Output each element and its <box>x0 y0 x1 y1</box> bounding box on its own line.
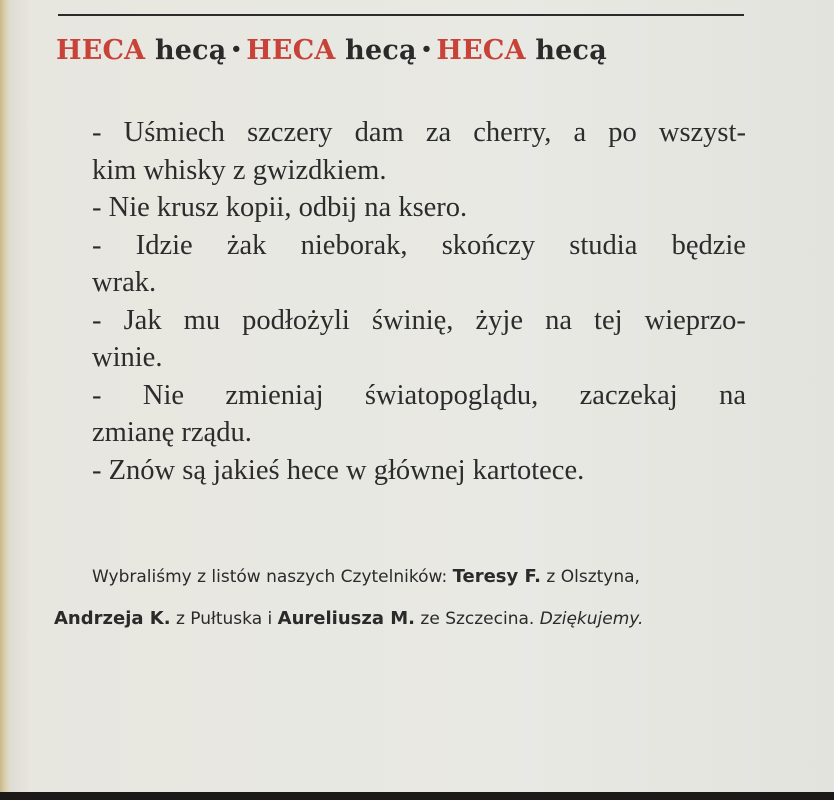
joke-line: wrak. <box>92 267 157 298</box>
thanks-text: Dziękujemy. <box>539 609 644 629</box>
header-small: hecą <box>154 35 227 66</box>
joke-word: Uśmiech <box>123 117 225 148</box>
joke-word: wieprzo- <box>644 304 746 336</box>
header-caps: HECA <box>56 35 146 66</box>
joke-word: szczery <box>247 117 333 148</box>
joke-word: Jak <box>123 304 162 336</box>
credits-intro: Wybraliśmy z listów naszych Czytelników: <box>92 567 448 587</box>
joke-word: za <box>425 117 452 148</box>
joke-line: kim whisky z gwizdkiem. <box>92 154 387 186</box>
joke-word: będzie <box>671 229 746 261</box>
reader-city: z Olsztyna, <box>546 567 640 587</box>
joke-word: wszyst- <box>658 117 746 148</box>
reader-name: Aureliusza M. <box>277 608 415 629</box>
reader-city: ze Szczecina. <box>420 609 535 629</box>
bottom-band <box>0 792 834 800</box>
joke-line: - Nie krusz kopii, odbij na ksero. <box>92 192 468 223</box>
header-caps: HECA <box>436 35 526 66</box>
header-separator: • <box>230 39 243 60</box>
joke-word: skończy <box>441 229 536 261</box>
reader-name: Andrzeja K. <box>54 608 171 629</box>
page-edge <box>0 0 10 800</box>
joke-word: tej <box>594 304 623 336</box>
section-header <box>56 30 756 71</box>
joke-word: zaczekaj <box>579 379 678 411</box>
top-rule <box>58 14 744 16</box>
joke-word: Idzie <box>135 229 193 261</box>
credits-line <box>54 598 754 640</box>
joke-word: żyje <box>475 304 523 336</box>
joke-line: winie. <box>92 342 163 373</box>
joke-line: zmianę rządu. <box>92 417 252 448</box>
header-small: hecą <box>535 35 607 66</box>
joke-word: - <box>92 117 102 148</box>
credits-line <box>54 556 754 598</box>
reader-name: Teresy F. <box>452 566 541 587</box>
joke-word: Nie <box>142 379 185 411</box>
jokes-text <box>92 114 746 489</box>
joke-word: żak <box>226 229 267 261</box>
reader-city: z Pułtuska i <box>175 609 273 629</box>
joke-line <box>92 377 746 415</box>
joke-word: a <box>573 117 587 148</box>
credits <box>54 556 754 640</box>
joke-line <box>92 302 746 340</box>
joke-line <box>92 114 746 152</box>
joke-line: - Znów są jakieś hece w głównej kartotece. <box>92 454 585 486</box>
joke-line <box>92 227 746 265</box>
joke-word: podłożyli <box>242 304 350 336</box>
joke-word: - <box>92 304 102 336</box>
joke-word: mu <box>183 304 221 336</box>
header-separator: • <box>420 39 433 60</box>
joke-word: światopoglądu, <box>364 379 539 411</box>
joke-word: cherry, <box>473 117 552 148</box>
header-caps: HECA <box>246 35 336 66</box>
joke-word: studia <box>569 229 638 261</box>
joke-word: - <box>92 379 102 411</box>
joke-word: zmieniaj <box>225 379 324 411</box>
joke-word: świnię, <box>371 304 454 336</box>
joke-word: - <box>92 229 102 261</box>
joke-word: na <box>545 304 572 336</box>
joke-word: nieborak, <box>300 229 408 261</box>
joke-word: dam <box>354 117 404 148</box>
joke-word: po <box>608 117 637 148</box>
header-small: hecą <box>345 35 417 66</box>
joke-word: na <box>719 379 746 411</box>
